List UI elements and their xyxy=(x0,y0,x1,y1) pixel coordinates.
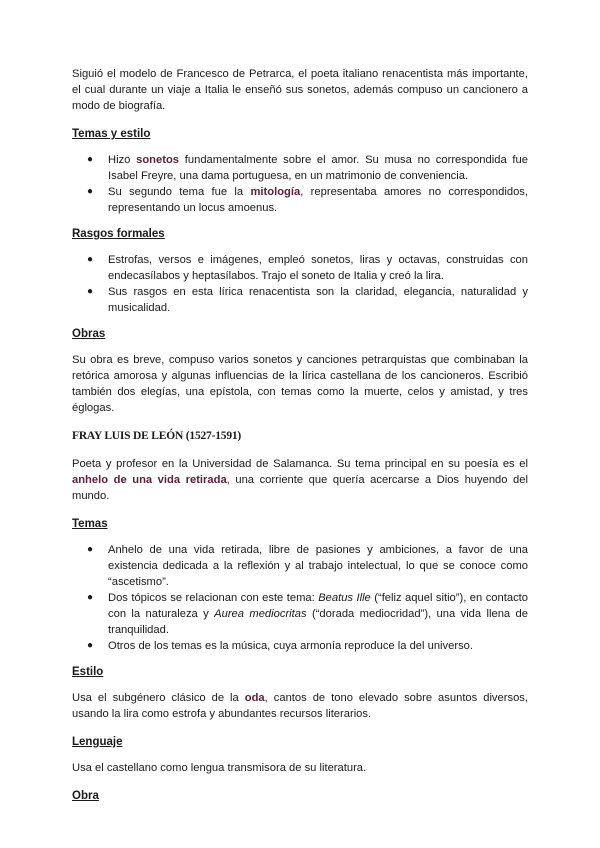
highlight-text: anhelo de una vida retirada xyxy=(72,474,227,486)
estilo-paragraph: Usa el subgénero clásico de la oda, cantos de tono elevado sobre asuntos diversos, usando la lira como estrofa y abundantes recursos literarios. xyxy=(72,692,528,720)
heading-temas: Temas xyxy=(72,518,108,530)
heading-lenguaje: Lenguaje xyxy=(72,736,123,748)
list-item: ● Anhelo de una vida retirada, libre de pasiones y ambiciones, a favor de una existencia dedicada a la reflexión y al trabajo intelectual, lo que se conoce como “ascetismo”. xyxy=(87,544,528,588)
bullet-icon: ● xyxy=(87,640,94,651)
obras-paragraph: Su obra es breve, compuso varios sonetos y canciones petrarquistas que combinaban la retórica amorosa y algunas influencias de la lírica castellana de los cancioneros. Escribió también dos elegías, una epístola, con temas como la muerte, celos y amistad, y tres églogas. xyxy=(72,354,528,414)
bullet-icon: ● xyxy=(87,286,94,297)
rasgos-list xyxy=(72,252,528,316)
heading-obra: Obra xyxy=(72,790,99,802)
list-item: ● Estrofas, versos e imágenes, empleó sonetos, liras y octavas, construidas con endecasílabos y heptasílabos. Trajo el soneto de Italia y creó la lira. xyxy=(87,254,528,282)
heading-estilo: Estilo xyxy=(72,666,104,678)
bullet-icon: ● xyxy=(87,186,94,197)
list-item: ● Su segundo tema fue la mitología, representaba amores no correspondidos, representando un locus amoenus. xyxy=(87,186,528,214)
bullet-icon: ● xyxy=(87,544,94,555)
fray-luis-paragraph: Poeta y profesor en la Universidad de Salamanca. Su tema principal en su poesía es el anhelo de una vida retirada, una corriente que quería acercarse a Dios huyendo del mundo. xyxy=(72,458,528,502)
heading-obras: Obras xyxy=(72,328,106,340)
temas-estilo-list xyxy=(72,152,528,216)
document-page xyxy=(72,66,528,814)
lenguaje-paragraph: Usa el castellano como lengua transmisora de su literatura. xyxy=(72,762,367,774)
section-title-fray-luis: FRAY LUIS DE LEÓN (1527-1591) xyxy=(72,430,242,442)
list-item: ● Dos tópicos se relacionan con este tema: Beatus Ille (“feliz aquel sitio”), en contacto con la naturaleza y Aurea mediocritas (“dorada mediocridad”), una vida llena de tranquilidad. xyxy=(87,592,528,636)
bullet-icon: ● xyxy=(87,154,94,165)
highlight-text: mitología xyxy=(250,186,301,198)
bullet-icon: ● xyxy=(87,254,94,265)
highlight-text: sonetos xyxy=(136,154,180,166)
heading-temas-estilo: Temas y estilo xyxy=(72,128,151,140)
temas-list xyxy=(72,542,528,654)
list-item: ● Sus rasgos en esta lírica renacentista son la claridad, elegancia, naturalidad y musicalidad. xyxy=(87,286,528,314)
list-item: ● Otros de los temas es la música, cuya armonía reproduce la del universo. xyxy=(87,640,474,652)
heading-rasgos-formales: Rasgos formales xyxy=(72,228,165,240)
highlight-text: oda xyxy=(244,692,265,704)
list-item: ● Hizo sonetos fundamentalmente sobre el amor. Su musa no correspondida fue Isabel Freyre, una dama portuguesa, en un matrimonio de conveniencia. xyxy=(87,154,528,182)
intro-paragraph: Siguió el modelo de Francesco de Petrarca, el poeta italiano renacentista más importante, el cual durante un viaje a Italia le enseñó sus sonetos, además compuso un cancionero a modo de biografía. xyxy=(72,68,528,112)
bullet-icon: ● xyxy=(87,592,94,603)
